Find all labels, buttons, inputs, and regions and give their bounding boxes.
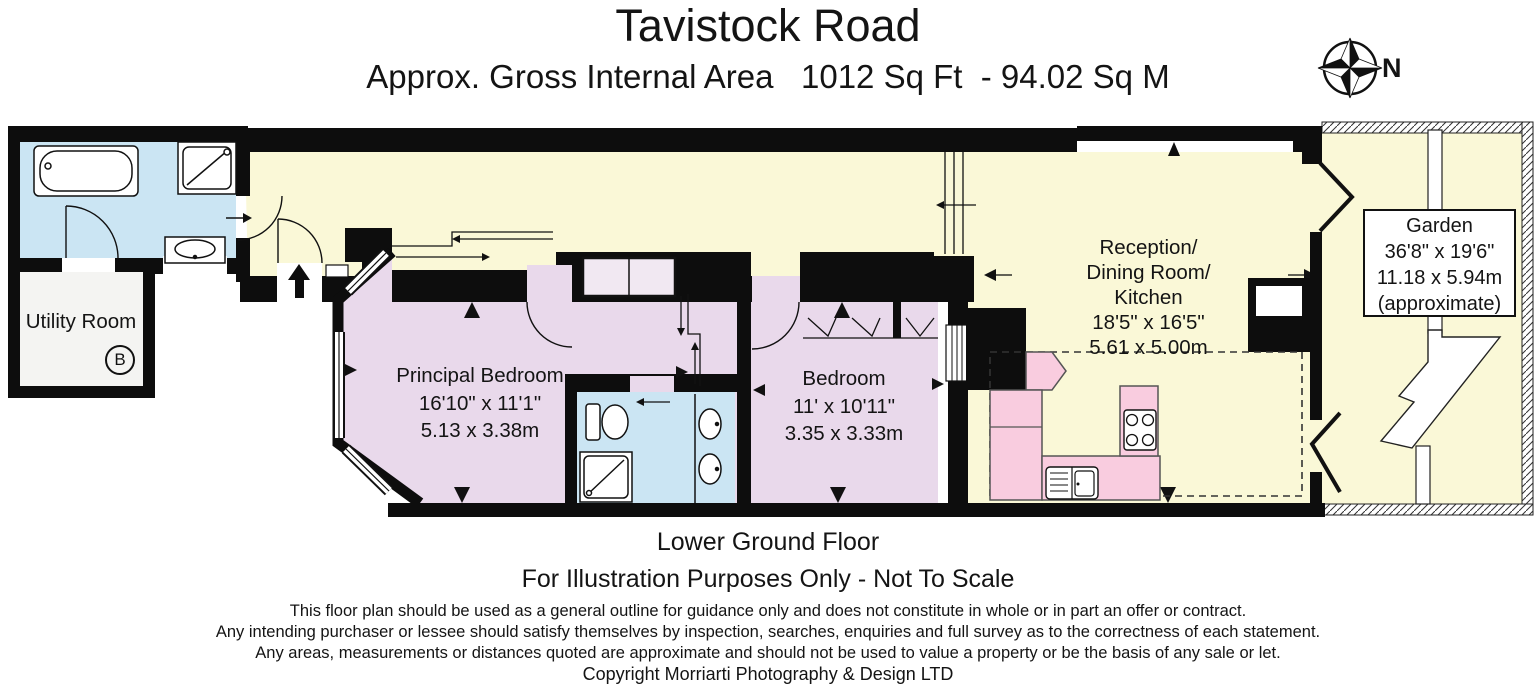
hob-icon: [1124, 410, 1156, 450]
principal-bedroom-label: [360, 362, 600, 445]
room-dims-metric: 5.61 x 5.00m: [1089, 336, 1208, 359]
area-subtitle: Approx. Gross Internal Area 1012 Sq Ft - 94.02 Sq M: [366, 58, 1170, 95]
room-dims-metric: 11.18 x 5.94m: [1376, 267, 1503, 289]
chimney-breast: [966, 308, 1026, 390]
room-dims-metric: 5.13 x 3.38m: [420, 419, 540, 442]
room-dims-imperial: 36'8" x 19'6": [1384, 241, 1495, 263]
room-name: Principal Bedroom: [396, 364, 564, 387]
kitchen-counter: [990, 390, 1042, 500]
copyright-line: Copyright Morriarti Photography & Design LTD: [582, 664, 954, 684]
garden-area: [1322, 122, 1533, 515]
room-name: Reception/: [1099, 236, 1198, 259]
ensuite-shower-icon: [580, 452, 632, 502]
compass-north-label: N: [1382, 53, 1402, 83]
bedroom-label: [755, 365, 933, 448]
bathtub-icon: [34, 146, 138, 196]
bathroom-sink-icon: [165, 237, 225, 263]
wall-marker-icon: [1168, 142, 1180, 156]
room-dims-imperial: 18'5" x 16'5": [1092, 311, 1205, 334]
page-title: Tavistock Road: [615, 0, 921, 51]
utility-room-label: Utility Room: [25, 310, 137, 333]
disclaimer-line: Any intending purchaser or lessee should satisfy themselves by inspection, searches, enquiries and full survey as to the correctness of each statement.: [215, 623, 1321, 641]
exterior-wall-bottom: [388, 503, 1325, 517]
disclaimer-line: Any areas, measurements or distances quoted are approximate and should not be used to value a property or be the basis of any sale or let.: [255, 644, 1281, 662]
floor-name: Lower Ground Floor: [656, 528, 880, 556]
wardrobe-icon: [583, 258, 675, 296]
utility-badge: B: [105, 345, 135, 375]
kitchen-sink-icon: [1046, 467, 1098, 499]
scale-note: For Illustration Purposes Only - Not To Scale: [521, 565, 1015, 593]
internal-window-icon: [946, 325, 967, 381]
room-name: Garden: [1406, 215, 1473, 237]
room-dims-imperial: 11' x 10'11": [792, 394, 896, 418]
room-dims-metric: 3.35 x 3.33m: [784, 422, 904, 445]
room-name: Kitchen: [1114, 286, 1183, 309]
shower-icon: [178, 142, 236, 194]
room-name: Dining Room/: [1086, 261, 1211, 284]
disclaimer-line: This floor plan should be used as a general outline for guidance only and does not constitute in whole or in part an offer or contract.: [289, 602, 1247, 620]
room-dims-note: (approximate): [1377, 293, 1502, 315]
garden-label: [1363, 209, 1516, 317]
room-name: Bedroom: [802, 367, 886, 390]
reception-label: [1056, 235, 1241, 360]
room-dims-imperial: 16'10" x 11'1": [418, 391, 542, 415]
